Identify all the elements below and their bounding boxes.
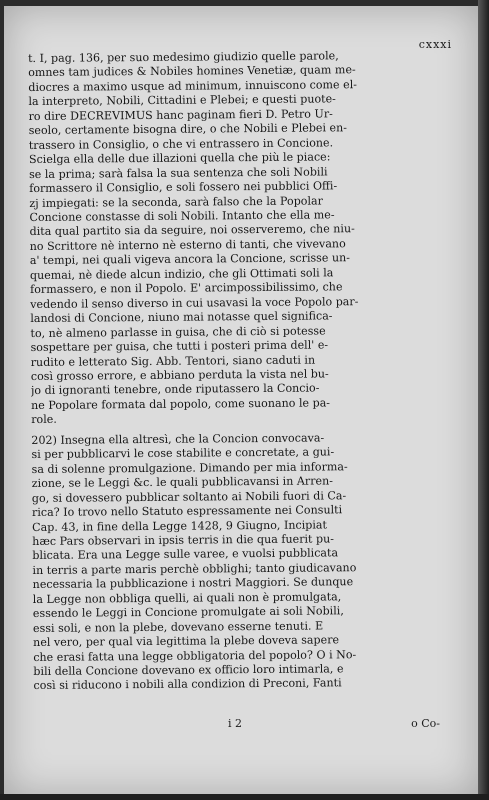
text-line: go, si dovessero pubblicar soltanto ai Nobili fuori di Ca- <box>31 488 347 505</box>
catchword: o Co- <box>411 717 440 730</box>
text-line: no Scrittore nè interno nè esterno di tanti, che vivevano <box>29 237 346 253</box>
text-line: bili della Concione dovevano ex officio loro intimarla, e <box>33 662 344 679</box>
text-line: zione, se le Leggi &c. le quali pubblicavansi in Arren- <box>31 474 334 491</box>
text-line: Cap. 43, in fine della Legge 1428, 9 Giugno, Incipiat <box>32 517 328 534</box>
text-line: si per pubblicarvi le cose stabilite e concretate, a gui- <box>31 445 335 462</box>
text-line: la interpreto, Nobili, Cittadini e Plebei; e questi puote- <box>28 92 336 109</box>
text-line: se la prima; sarà falsa la sua sentenza che soli Nobili <box>29 165 328 181</box>
text-line: nel vero, per qual via legittima la plebe doveva sapere <box>33 633 340 650</box>
text-line: Concione constasse di soli Nobili. Intanto che ella me- <box>29 208 335 224</box>
text-line: così si riducono i nobili alla condizion di Preconi, Fanti <box>33 676 342 693</box>
text-line: essendo le Leggi in Concione promulgate ai soli Nobili, <box>32 604 344 621</box>
text-line: t. I, pag. 136, per suo medesimo giudizio quelle parole, <box>28 49 339 65</box>
text-line: 202) Insegna ella altresì, che la Concion convocava- <box>31 431 325 447</box>
text-line: landosi di Concione, niuno mai notasse quel significa- <box>30 309 333 326</box>
text-line: hæc Pars observari in ipsis terris in die qua fuerit pu- <box>32 532 335 548</box>
book-page <box>4 6 478 796</box>
text-line: vedendo il senso diverso in cui usavasi la voce Popolo par- <box>30 294 359 311</box>
text-line: omnes tam judices & Nobiles homines Venetiæ, quam me- <box>28 63 356 80</box>
text-line: seolo, certamente bisogna dire, o che Nobili e Plebei en- <box>28 121 348 138</box>
text-line: ne Popolare formata dal popolo, come suonano le pa- <box>31 396 331 412</box>
paragraph-2 <box>31 430 463 694</box>
text-line: sa di solenne promulgazione. Dimando per mia informa- <box>31 459 348 476</box>
paragraph-1 <box>28 48 461 428</box>
page-edge-shadow <box>478 0 489 800</box>
text-line: jo di ignoranti tenebre, onde riputassero la Concio- <box>30 381 320 398</box>
signature-mark: i 2 <box>228 717 243 730</box>
page-bottom-edge <box>0 794 489 800</box>
text-line: così grosso errore, e abbiano perduta la vista nel bu- <box>30 367 329 383</box>
text-line: rica? Io trovo nello Statuto espressamente nei Consulti <box>31 503 343 520</box>
text-line: diocres a maximo usque ad minimum, innuiscono come el- <box>28 78 358 94</box>
text-line: quemai, nè diede alcun indizio, che gli Ottimati soli la <box>29 266 334 282</box>
text-line: formassero, e non il Popolo. E' arcimpossibilissimo, che <box>30 280 343 297</box>
text-line: zj impiegati: se la seconda, sarà falso che la Popolar <box>29 193 323 210</box>
text-line: ro dire DECREVIMUS hanc paginam fieri D. Petro Ur- <box>28 107 333 123</box>
text-line: trassero in Consiglio, o che vi entrassero in Concione. <box>28 136 334 152</box>
text-line: role. <box>31 413 57 427</box>
text-line: to, nè almeno parlasse in guisa, che di ciò si potesse <box>30 324 326 340</box>
text-line: dita qual partito sia da seguire, noi osserveremo, che niu- <box>29 222 355 239</box>
text-line: formassero il Consiglio, e soli fossero nei pubblici Offi- <box>29 179 338 196</box>
text-line: Scielga ella delle due illazioni quella che più le piace: <box>28 150 331 167</box>
body-text <box>28 48 464 694</box>
page-number: cxxxi <box>418 38 452 51</box>
text-line: che erasi fatta una legge obbligatoria del popolo? O i No- <box>33 647 357 664</box>
text-line: essi soli, e non la plebe, dovevano esserne tenuti. E <box>32 619 324 635</box>
text-line: la Legge non obbliga quelli, ai quali non è promulgata, <box>32 590 342 606</box>
text-line: rudito e letterato Sig. Abb. Tentori, siano caduti in <box>30 353 316 369</box>
text-line: necessaria la pubblicazione i nostri Maggiori. Se dunque <box>32 575 354 592</box>
text-line: in terris a parte maris perchè obblighi; tanto giudicavano <box>32 561 357 577</box>
text-line: sospettare per guisa, che tutti i posteri prima dell' e- <box>30 338 329 355</box>
text-line: blicata. Era una Legge sulle varee, e vuolsi pubblicata <box>32 546 339 563</box>
text-line: a' tempi, nei quali vigeva ancora la Concione, scrisse un- <box>29 251 351 268</box>
